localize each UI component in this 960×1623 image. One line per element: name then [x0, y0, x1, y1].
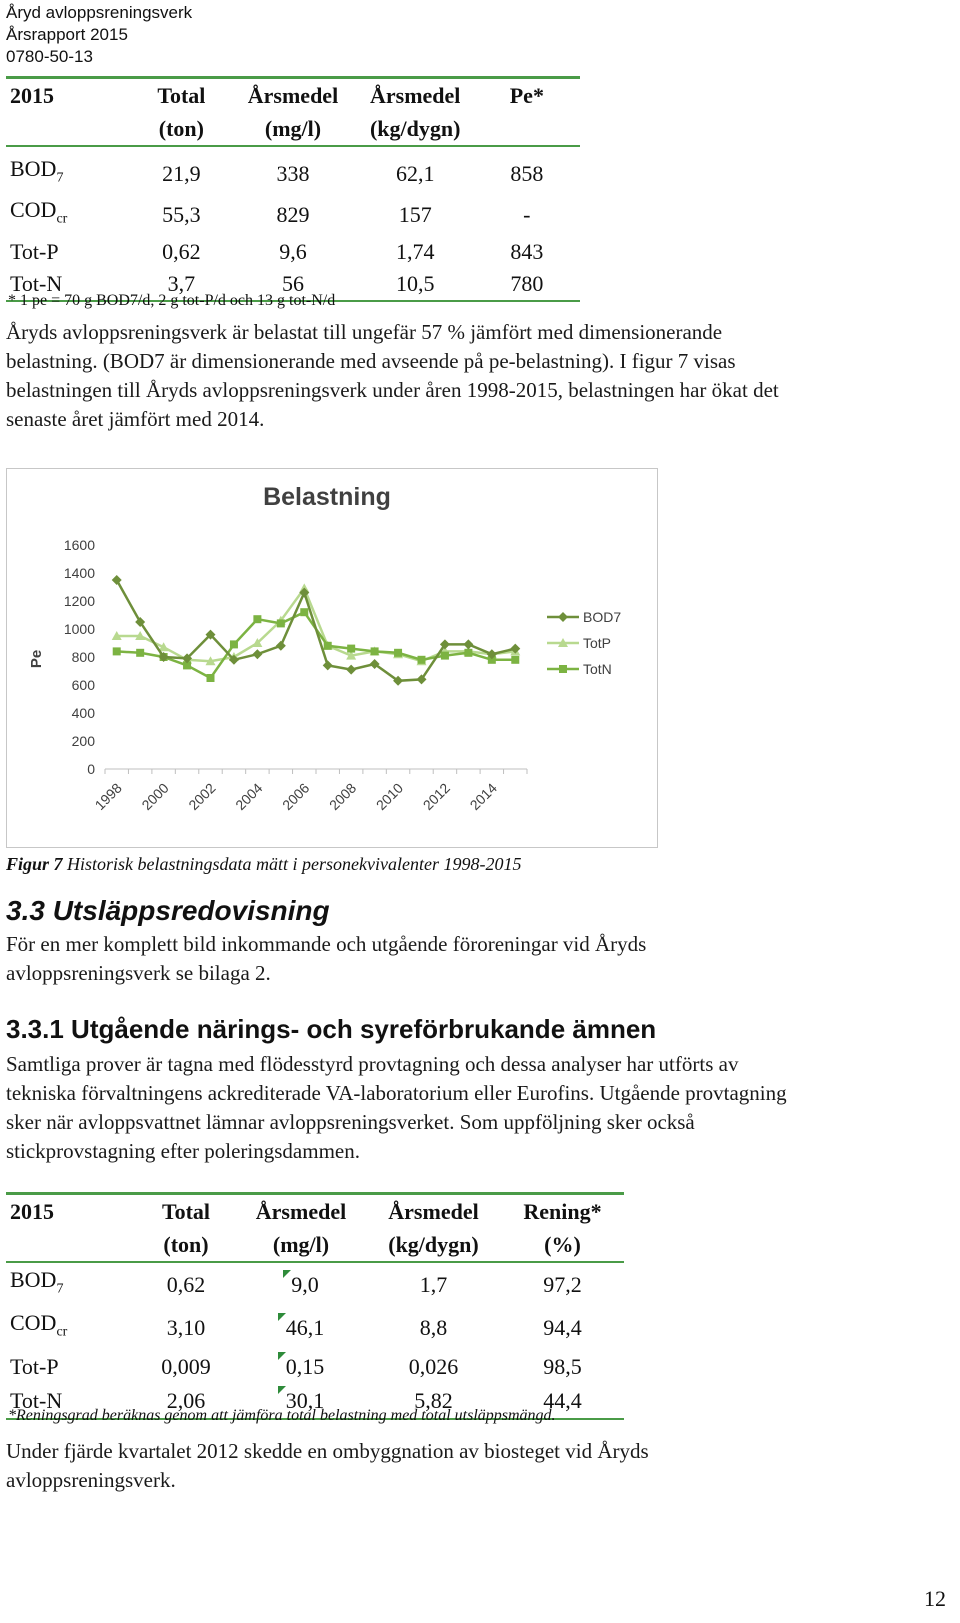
data-point — [511, 656, 519, 664]
chart-title: Belastning — [263, 483, 391, 511]
y-tick-label: 200 — [71, 733, 95, 749]
flag-icon — [278, 1352, 286, 1360]
data-point — [559, 665, 567, 673]
data-point — [394, 649, 402, 657]
data-point — [252, 649, 262, 659]
col-mgl: Årsmedel (mg/l) — [255, 1199, 347, 1257]
paragraph: Under fjärde kvartalet 2012 skedde en ombyggnation av biosteget vid Åryds avloppsreningsverk. — [6, 1439, 649, 1492]
y-tick-label: 1600 — [63, 537, 95, 553]
data-point — [347, 645, 355, 653]
data-point — [464, 649, 472, 657]
paragraph: Åryds avloppsreningsverk är belastat till ungefär 57 % jämfört med dimensionerande belastning. (BOD7 är dimensionerande med avseende på pe-belastning). I figur 7 visas belastningen till Åryds avloppsreningsverk under åren 1998-2015, belastningen har ökat det senaste året jämfört med 2014. — [6, 320, 779, 431]
x-tick-label: 2006 — [279, 779, 313, 814]
table-row: Tot-N 3,7 56 10,5 780 — [6, 268, 580, 301]
col-kgd: Årsmedel (kg/dygn) — [388, 1199, 479, 1257]
table-row: $BOD_7$ 21,9 338 62,1 858 — [6, 146, 580, 194]
data-point — [136, 649, 144, 657]
x-tick-label: 2014 — [466, 779, 500, 814]
data-point — [324, 642, 332, 650]
table-row: $COD_{cr}$ 3,10 46,1 8,8 94,4 — [10, 1310, 582, 1341]
x-tick-label: 2004 — [232, 779, 266, 814]
data-point — [113, 647, 121, 655]
data-point — [558, 612, 568, 622]
series-line — [117, 580, 516, 681]
data-point — [207, 674, 215, 682]
load-chart — [7, 469, 657, 847]
table-row: $COD_{cr}$ 55,3 829 157 - — [10, 197, 531, 228]
y-tick-label: 0 — [87, 761, 95, 777]
data-point — [276, 641, 286, 651]
paragraph: Samtliga prover är tagna med flödesstyrd provtagning och dessa analyser har utförts av tekniska förvaltningens ackrediterade VA-laboratorium eller Eurofins. Utgående provtagning sker när avloppsvattnet lämnar avloppsreningsverket. Som uppföljning sker också stickprovstagning efter poleringsdammen. — [6, 1052, 787, 1163]
table-row: $BOD_7$ 0,62 9,0 1,7 97,2 — [6, 1262, 624, 1306]
header-report: Årsrapport 2015 — [6, 25, 128, 44]
data-point — [230, 640, 238, 648]
col-year: 2015 — [10, 83, 54, 108]
x-tick-label: 2012 — [419, 779, 454, 814]
data-point — [112, 575, 122, 585]
y-tick-label: 1400 — [63, 565, 95, 581]
legend-label: TotP — [583, 635, 612, 651]
legend-item — [547, 661, 612, 677]
series-line — [117, 588, 516, 661]
data-point — [300, 608, 308, 616]
x-tick-label: 2002 — [185, 779, 219, 814]
table-row: Tot-N 2,06 30,1 5,82 44,4 — [6, 1384, 624, 1419]
table-row: Tot-P 0,62 9,6 1,74 843 — [10, 238, 544, 264]
data-point — [253, 615, 261, 623]
y-tick-label: 1000 — [63, 621, 95, 637]
col-rening: Rening* (%) — [523, 1199, 602, 1257]
table-header-row — [6, 1194, 624, 1263]
legend-label: BOD7 — [583, 609, 622, 625]
outflow-table — [6, 1192, 624, 1420]
x-tick-label: 1998 — [91, 779, 125, 814]
x-tick-label: 2010 — [372, 779, 407, 814]
legend-label: TotN — [583, 661, 612, 677]
data-point — [418, 656, 426, 664]
y-axis-label: Pe — [28, 649, 45, 669]
x-tick-label: 2000 — [138, 779, 172, 814]
legend-item — [547, 609, 621, 625]
header-id: 0780-50-13 — [6, 47, 93, 66]
page-header — [6, 2, 192, 68]
y-tick-label: 400 — [71, 705, 95, 721]
data-point — [371, 647, 379, 655]
table-header-row — [6, 78, 580, 147]
flag-icon — [278, 1386, 286, 1394]
data-point — [346, 665, 356, 675]
data-point — [323, 660, 333, 670]
x-tick-label: 2008 — [325, 779, 360, 814]
y-tick-label: 1200 — [63, 593, 95, 609]
page-number: 12 — [924, 1586, 946, 1611]
col-year: 2015 — [10, 1199, 54, 1224]
y-tick-label: 600 — [71, 677, 95, 693]
load-table — [6, 76, 580, 302]
table-footnote: *Reningsgrad beräknas genom att jämföra total belastning med total utsläppsmängd. — [8, 1407, 556, 1424]
flag-icon — [278, 1313, 286, 1321]
figure-caption: Figur 7 Historisk belastningsdata mätt i personekvivalenter 1998-2015 — [6, 854, 522, 874]
col-pe: Pe* — [509, 83, 544, 108]
header-title: Åryd avloppsreningsverk — [6, 3, 193, 22]
subsection-heading: 3.3.1 Utgående närings- och syreförbrukande ämnen — [6, 1014, 657, 1044]
table-footnote: * 1 pe = 70 g BOD7/d, 2 g tot-P/d och 13 g tot-N/d — [8, 292, 336, 309]
col-kgd: Årsmedel (kg/dygn) — [369, 83, 461, 141]
series-BOD7 — [112, 575, 521, 686]
data-point — [277, 619, 285, 627]
table-row: Tot-P 0,009 0,15 0,026 98,5 — [10, 1353, 582, 1379]
col-mgl: Årsmedel (mg/l) — [247, 83, 339, 141]
y-tick-label: 800 — [71, 649, 95, 665]
col-total: Total (ton) — [161, 1199, 211, 1257]
data-point — [463, 639, 473, 649]
paragraph: För en mer komplett bild inkommande och utgående föroreningar vid Åryds avloppsreningsverk se bilaga 2. — [6, 932, 647, 985]
legend-item — [547, 635, 611, 651]
section-heading: 3.3 Utsläppsredovisning — [6, 895, 330, 926]
col-total: Total (ton) — [157, 83, 206, 141]
data-point — [441, 652, 449, 660]
chart-frame — [6, 468, 658, 848]
